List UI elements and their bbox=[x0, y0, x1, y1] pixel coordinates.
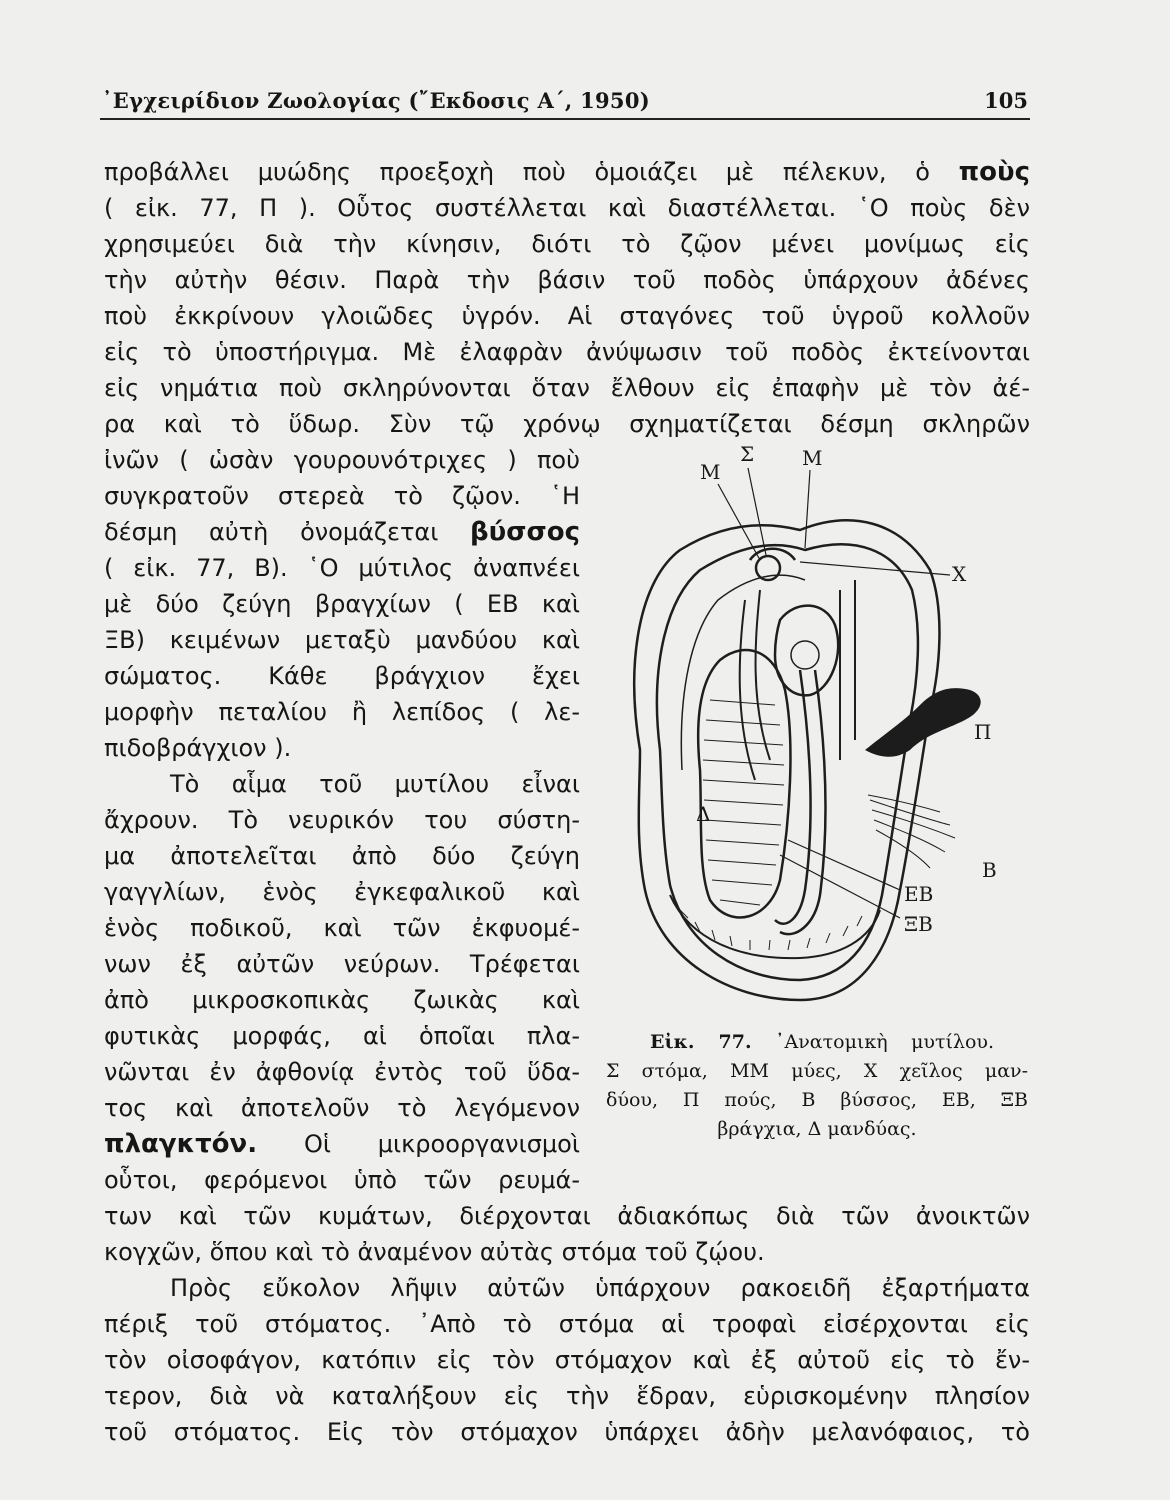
text-line: πλαγκτόν. Οἱ μικροοργανισμοὶ bbox=[104, 1129, 580, 1159]
text-line: εἰς τὸ ὑποστήριγμα. Μὲ ἐλαφρὰν ἀνύψωσιν τοῦ ποδὸς ἐκτείνονται bbox=[104, 338, 1030, 366]
term-byssos: βύσσος bbox=[470, 517, 580, 547]
text-line: τοῦ στόματος. Εἰς τὸν στόμαχον ὑπάρχει ἀδὴν μελανόφαιος, τὸ bbox=[104, 1418, 1030, 1446]
text-line: ποὺ ἐκκρίνουν γλοιῶδες ὑγρόν. Αἱ σταγόνες τοῦ ὑγροῦ κολλοῦν bbox=[104, 302, 1030, 330]
text-line: ἀπὸ μικροσκοπικὰς ζωικὰς καὶ bbox=[104, 986, 580, 1014]
label-sigma: Σ bbox=[740, 442, 755, 466]
page-number: 105 bbox=[984, 88, 1028, 113]
organ-stomach bbox=[775, 606, 838, 696]
text-line: ρα καὶ τὸ ὕδωρ. Σὺν τῷ χρόνῳ σχηματίζεται δέσμη σκληρῶν bbox=[104, 410, 1030, 438]
label-x: Χ bbox=[952, 562, 967, 586]
running-head: ᾿Εγχειρίδιον Ζωολογίας (῎Εκδοσις Α΄, 1950) bbox=[102, 88, 650, 113]
text-line: τερον, διὰ νὰ καταλήξουν εἰς τὴν ἕδραν, εὑρισκομένην πλησίον bbox=[104, 1382, 1030, 1410]
mussel-drawing bbox=[600, 440, 1020, 1020]
label-m-right: Μ bbox=[802, 446, 823, 470]
text-line: μὲ δύο ζεύγη βραγχίων ( ΕΒ καὶ bbox=[104, 590, 580, 618]
figure-caption-line: δύου, Π πούς, Β βύσσος, ΕΒ, ΞΒ bbox=[606, 1089, 1028, 1111]
label-delta: Δ bbox=[696, 802, 711, 826]
term-plankton: πλαγκτόν. bbox=[104, 1129, 258, 1159]
mussel-anatomy-figure bbox=[600, 440, 1020, 1020]
label-pi: Π bbox=[974, 720, 992, 744]
figure-caption-line: βράγχια, Δ μανδύας. bbox=[717, 1118, 917, 1140]
label-b: Β bbox=[982, 858, 997, 882]
label-eb: ΕΒ bbox=[904, 882, 934, 906]
text-line: πιδοβράγχιον ). bbox=[104, 734, 292, 762]
gill-eb bbox=[775, 670, 810, 924]
label-m-left: Μ bbox=[700, 460, 721, 484]
text-line: εἰς νημάτια ποὺ σκληρύνονται ὅταν ἔλθουν εἰς ἐπαφὴν μὲ τὸν ἀέ- bbox=[104, 374, 1030, 402]
text-line: φυτικὰς μορφάς, αἱ ὁποῖαι πλα- bbox=[104, 1022, 580, 1050]
text-line: ( εἰκ. 77, Β). ῾Ο μύτιλος ἀναπνέει bbox=[104, 554, 580, 582]
text-line: ἄχρουν. Τὸ νευρικόν του σύστη- bbox=[104, 806, 580, 834]
text-line: τὴν αὐτὴν θέσιν. Παρὰ τὴν βάσιν τοῦ ποδὸς ὑπάρχουν ἀδένες bbox=[104, 266, 1030, 294]
text-line: οὗτοι, φερόμενοι ὑπὸ τῶν ρευμά- bbox=[104, 1166, 580, 1194]
text-line: ἰνῶν ( ὡσὰν γουρουνότριχες ) ποὺ bbox=[104, 446, 580, 474]
figure-caption-line: Σ στόμα, ΜΜ μύες, Χ χεῖλος μαν- bbox=[606, 1060, 1028, 1082]
text-line: ΞΒ) κειμένων μεταξὺ μανδύου καὶ bbox=[104, 626, 580, 654]
gill-xb bbox=[670, 895, 880, 958]
text-line: ( εἰκ. 77, Π ). Οὗτος συστέλλεται καὶ διαστέλλεται. ῾Ο ποὺς δὲν bbox=[104, 194, 1030, 222]
figure-number: Εἰκ. 77. bbox=[650, 1031, 752, 1053]
figure-caption-line: Εἰκ. 77. ᾿Ανατομικὴ μυτίλου. bbox=[650, 1031, 994, 1053]
text-line: Πρὸς εὔκολον λῆψιν αὐτῶν ὑπάρχουν ρακοειδῆ ἐξαρτήματα bbox=[170, 1274, 1030, 1302]
label-xb: ΞΒ bbox=[904, 912, 933, 936]
page-header bbox=[100, 84, 1030, 120]
term-pous: ποὺς bbox=[958, 157, 1030, 187]
text-line: σώματος. Κάθε βράγχιον ἔχει bbox=[104, 662, 580, 690]
text-line: μορφὴν πεταλίου ἢ λεπίδος ( λε- bbox=[104, 698, 580, 726]
text-line: προβάλλει μυώδης προεξοχὴ ποὺ ὁμοιάζει μὲ πέλεκυν, ὁ ποὺς bbox=[104, 157, 1030, 187]
text-line: μα ἀποτελεῖται ἀπὸ δύο ζεύγη bbox=[104, 842, 580, 870]
mantle-delta bbox=[698, 650, 790, 917]
text-line: δέσμη αὐτὴ ὀνομάζεται βύσσος bbox=[104, 517, 580, 547]
text-line: κογχῶν, ὅπου καὶ τὸ ἀναμένον αὐτὰς στόμα τοῦ ζῴου. bbox=[104, 1238, 765, 1266]
text-line: γαγγλίων, ἑνὸς ἐγκεφαλικοῦ καὶ bbox=[104, 878, 580, 906]
text-line: τὸν οἰσοφάγον, κατόπιν εἰς τὸν στόμαχον καὶ ἐξ αὐτοῦ εἰς τὸ ἔν- bbox=[104, 1346, 1030, 1374]
text-line: τος καὶ ἀποτελοῦν τὸ λεγόμενον bbox=[104, 1094, 580, 1122]
text-line: χρησιμεύει διὰ τὴν κίνησιν, διότι τὸ ζῷον μένει μονίμως εἰς bbox=[104, 230, 1030, 258]
text-line: πέριξ τοῦ στόματος. ᾿Απὸ τὸ στόμα αἱ τροφαὶ εἰσέρχονται εἰς bbox=[104, 1310, 1030, 1338]
text-line: συγκρατοῦν στερεὰ τὸ ζῷον. ῾Η bbox=[104, 482, 580, 510]
text-line: ἑνὸς ποδικοῦ, καὶ τῶν ἐκφυομέ- bbox=[104, 914, 580, 942]
text-line: Τὸ αἷμα τοῦ μυτίλου εἶναι bbox=[170, 770, 580, 798]
text-line: νων ἐξ αὐτῶν νεύρων. Τρέφεται bbox=[104, 950, 580, 978]
text-line: των καὶ τῶν κυμάτων, διέρχονται ἀδιακόπως διὰ τῶν ἀνοικτῶν bbox=[104, 1202, 1030, 1230]
text-line: νῶνται ἐν ἀφθονίᾳ ἐντὸς τοῦ ὕδα- bbox=[104, 1058, 580, 1086]
